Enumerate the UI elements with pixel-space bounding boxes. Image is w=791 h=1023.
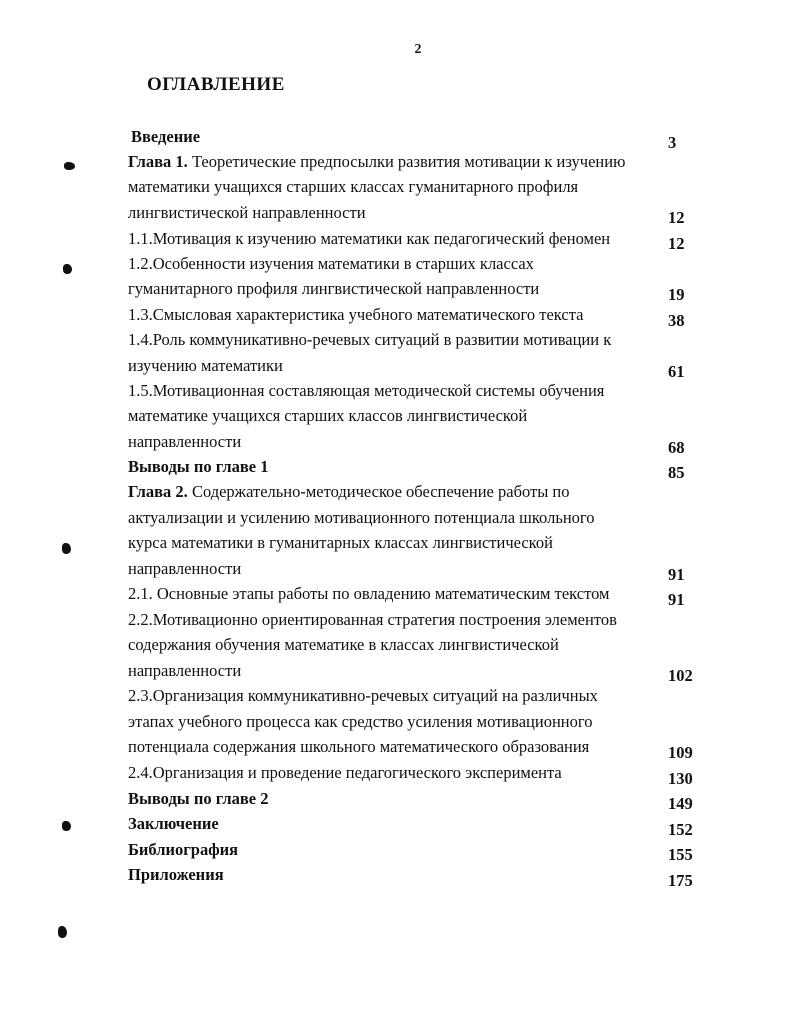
toc-entry-2-4: 2.4.Организация и проведение педагогического эксперимента bbox=[128, 763, 562, 782]
toc-entry-2-3-line2: этапах учебного процесса как средство усиления мотивационного bbox=[128, 712, 593, 731]
page-ref-2-4: 130 bbox=[668, 769, 693, 788]
toc-entry-1-4: 1.4.Роль коммуникативно-речевых ситуаций в развитии мотивации к bbox=[128, 330, 612, 349]
toc-entry-intro: Введение bbox=[131, 127, 201, 146]
page-ref-1-1: 12 bbox=[668, 234, 685, 253]
page-ref-bibliography: 155 bbox=[668, 845, 693, 864]
toc-entry-chapter-2-line3: курса математики в гуманитарных классах лингвистической bbox=[128, 533, 553, 552]
scan-mark bbox=[64, 162, 75, 170]
toc-entry-2-2-line3: направленности bbox=[128, 661, 242, 680]
page-ref-2-1: 91 bbox=[668, 590, 685, 609]
toc-entry-bibliography: Библиография bbox=[128, 840, 239, 859]
toc-entry-2-3: 2.3.Организация коммуникативно-речевых ситуаций на различных bbox=[128, 686, 598, 705]
page-ref-chapter-1: 12 bbox=[668, 208, 685, 227]
page-ref-conclusion: 152 bbox=[668, 820, 693, 839]
toc-entry-2-1: 2.1. Основные этапы работы по овладению математическим текстом bbox=[128, 584, 610, 603]
page-ref-appendices: 175 bbox=[668, 871, 693, 890]
page-ref-chapter-2: 91 bbox=[668, 565, 685, 584]
page-title: ОГЛАВЛЕНИЕ bbox=[147, 74, 285, 95]
page-ref-1-3: 38 bbox=[668, 311, 685, 330]
toc-entry-1-4-line2: изучению математики bbox=[128, 356, 283, 375]
toc-entry-1-1: 1.1.Мотивация к изучению математики как педагогический феномен bbox=[128, 229, 611, 248]
page-ref-conclusions-1: 85 bbox=[668, 463, 685, 482]
toc-entry-chapter-1: Глава 1. Теоретические предпосылки развития мотивации к изучению bbox=[128, 152, 626, 171]
toc-entry-chapter-2-line4: направленности bbox=[128, 559, 242, 578]
scan-mark bbox=[63, 264, 72, 274]
toc-entry-1-5: 1.5.Мотивационная составляющая методической системы обучения bbox=[128, 381, 605, 400]
page-ref-2-2: 102 bbox=[668, 666, 693, 685]
toc-entry-chapter-2: Глава 2. Содержательно-методическое обеспечение работы по bbox=[128, 482, 570, 501]
scan-mark bbox=[58, 926, 67, 938]
scan-mark bbox=[62, 543, 71, 554]
scan-mark bbox=[62, 821, 71, 831]
page-ref-2-3: 109 bbox=[668, 743, 693, 762]
toc-entry-2-2-line2: содержания обучения математике в классах лингвистической bbox=[128, 635, 559, 654]
toc-entry-2-3-line3: потенциала содержания школьного математического образования bbox=[128, 737, 590, 756]
toc-entry-1-2: 1.2.Особенности изучения математики в старших классах bbox=[128, 254, 534, 273]
toc-entry-conclusions-1: Выводы по главе 1 bbox=[128, 457, 269, 476]
toc-entry-1-3: 1.3.Смысловая характеристика учебного математического текста bbox=[128, 305, 584, 324]
toc-entry-conclusions-2: Выводы по главе 2 bbox=[128, 789, 269, 808]
toc-entry-chapter-1-line2: математики учащихся старших классах гуманитарного профиля bbox=[128, 177, 579, 196]
toc-entry-appendices: Приложения bbox=[128, 865, 224, 884]
toc-entry-chapter-1-line3: лингвистической направленности bbox=[128, 203, 366, 222]
page-number: 2 bbox=[414, 42, 422, 57]
page-ref-conclusions-2: 149 bbox=[668, 794, 693, 813]
page-ref-1-2: 19 bbox=[668, 285, 685, 304]
page-ref-1-4: 61 bbox=[668, 362, 685, 381]
toc-entry-chapter-2-line2: актуализации и усилению мотивационного потенциала школьного bbox=[128, 508, 595, 527]
toc-entry-conclusion: Заключение bbox=[128, 814, 219, 833]
toc-entry-1-5-line3: направленности bbox=[128, 432, 242, 451]
toc-entry-1-2-line2: гуманитарного профиля лингвистической направленности bbox=[128, 279, 540, 298]
toc-entry-1-5-line2: математике учащихся старших классов лингвистической bbox=[128, 406, 528, 425]
page-ref-intro: 3 bbox=[668, 133, 677, 152]
toc-entry-2-2: 2.2.Мотивационно ориентированная стратегия построения элементов bbox=[128, 610, 617, 629]
page-ref-1-5: 68 bbox=[668, 438, 685, 457]
